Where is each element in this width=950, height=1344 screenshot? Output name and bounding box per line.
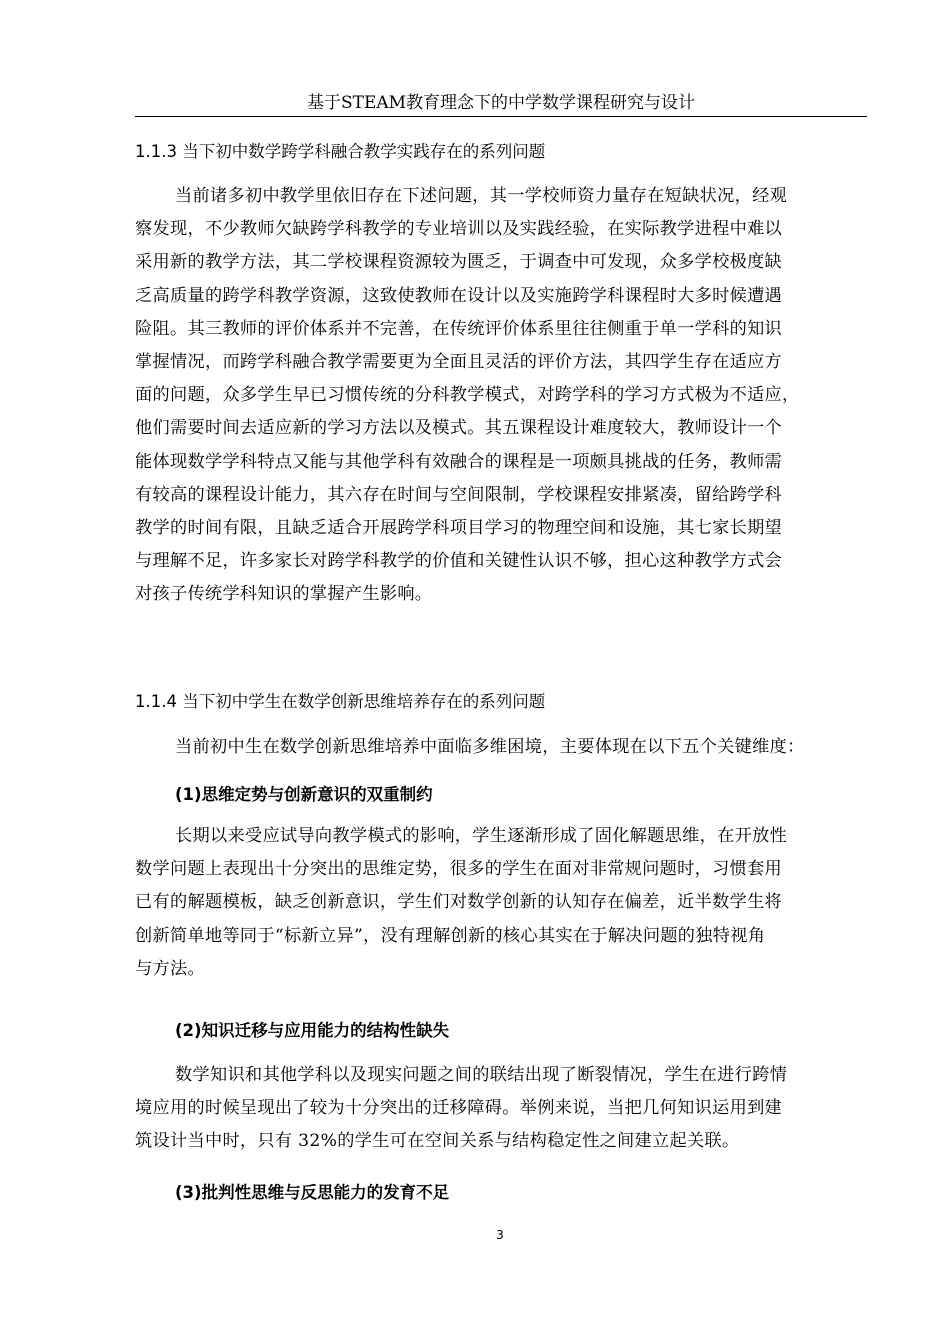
paragraph-item-1 [135, 820, 855, 986]
paragraph-line: 与方法。 [135, 958, 205, 979]
paragraph-line: 创新简单地等同于“标新立异”，没有理解创新的核心其实在于解决问题的独特视角 [135, 925, 766, 946]
subheading-item-3: (3)批判性思维与反思能力的发育不足 [175, 1183, 450, 1202]
paragraph-line: 长期以来受应试导向教学模式的影响，学生逐渐形成了固化解题思维，在开放性 [175, 826, 788, 846]
paragraph-line: 对孩子传统学科知识的掌握产生影响。 [135, 584, 433, 605]
subheading-item-2: (2)知识迁移与应用能力的结构性缺失 [175, 1021, 450, 1040]
paragraph-line: 他们需要时间去适应新的学习方法以及模式。其五课程设计难度较大，教师设计一个 [135, 418, 783, 439]
paragraph-line: 数学知识和其他学科以及现实问题之间的联结出现了断裂情况，学生在进行跨情 [175, 1065, 788, 1085]
paragraph-line: 乏高质量的跨学科教学资源，这致使教师在设计以及实施跨学科课程时大多时候遭遇 [135, 285, 783, 306]
paragraph-line: 险阻。其三教师的评价体系并不完善，在传统评价体系里往往侧重于单一学科的知识 [135, 318, 783, 339]
section-heading-1-1-4: 1.1.4 当下初中学生在数学创新思维培养存在的系列问题 [135, 692, 546, 711]
paragraph-line: 当前初中生在数学创新思维培养中面临多维困境，主要体现在以下五个关键维度： [175, 737, 805, 757]
paragraph-line: 已有的解题模板，缺乏创新意识，学生们对数学创新的认知存在偏差，近半数学生将 [135, 892, 783, 913]
paragraph-line: 掌握情况，而跨学科融合教学需要更为全面且灵活的评价方法，其四学生存在适应方 [135, 352, 783, 373]
paragraph-1-1-3 [135, 180, 855, 612]
paragraph-line: 当前诸多初中教学里依旧存在下述问题，其一学校师资力量存在短缺状况，经观 [175, 186, 788, 206]
paragraph-line: 教学的时间有限，且缺乏适合开展跨学科项目学习的物理空间和设施，其七家长期望 [135, 518, 783, 539]
paragraph-line: 境应用的时候呈现出了较为十分突出的迁移障碍。举例来说，当把几何知识运用到建 [135, 1098, 783, 1119]
section-heading-1-1-3: 1.1.3 当下初中数学跨学科融合教学实践存在的系列问题 [135, 142, 546, 161]
paragraph-line: 能体现数学学科特点又能与其他学科有效融合的课程是一项颇具挑战的任务，教师需 [135, 451, 783, 472]
paragraph-line: 采用新的教学方法，其二学校课程资源较为匮乏，于调查中可发现，众多学校极度缺 [135, 252, 783, 273]
paragraph-line: 有较高的课程设计能力，其六存在时间与空间限制，学校课程安排紧凑，留给跨学科 [135, 484, 783, 505]
paragraph-line: 数学问题上表现出十分突出的思维定势，很多的学生在面对非常规问题时，习惯套用 [135, 859, 783, 880]
paragraph-line: 察发现，不少教师欠缺跨学科教学的专业培训以及实践经验，在实际教学进程中难以 [135, 219, 783, 240]
subheading-item-1: (1)思维定势与创新意识的双重制约 [175, 785, 433, 804]
paragraph-item-2 [135, 1059, 855, 1159]
page-number: 3 [496, 1228, 504, 1242]
paragraph-intro-1-1-4 [135, 731, 855, 764]
paragraph-line: 面的问题，众多学生早已习惯传统的分科教学模式，对跨学科的学习方式极为不适应， [135, 385, 800, 406]
paragraph-line: 与理解不足，许多家长对跨学科教学的价值和关键性认识不够，担心这种教学方式会 [135, 551, 783, 572]
running-header: 基于STEAM教育理念下的中学数学课程研究与设计 [135, 92, 867, 117]
paragraph-line: 筑设计当中时，只有 32%的学生可在空间关系与结构稳定性之间建立起关联。 [135, 1131, 740, 1152]
